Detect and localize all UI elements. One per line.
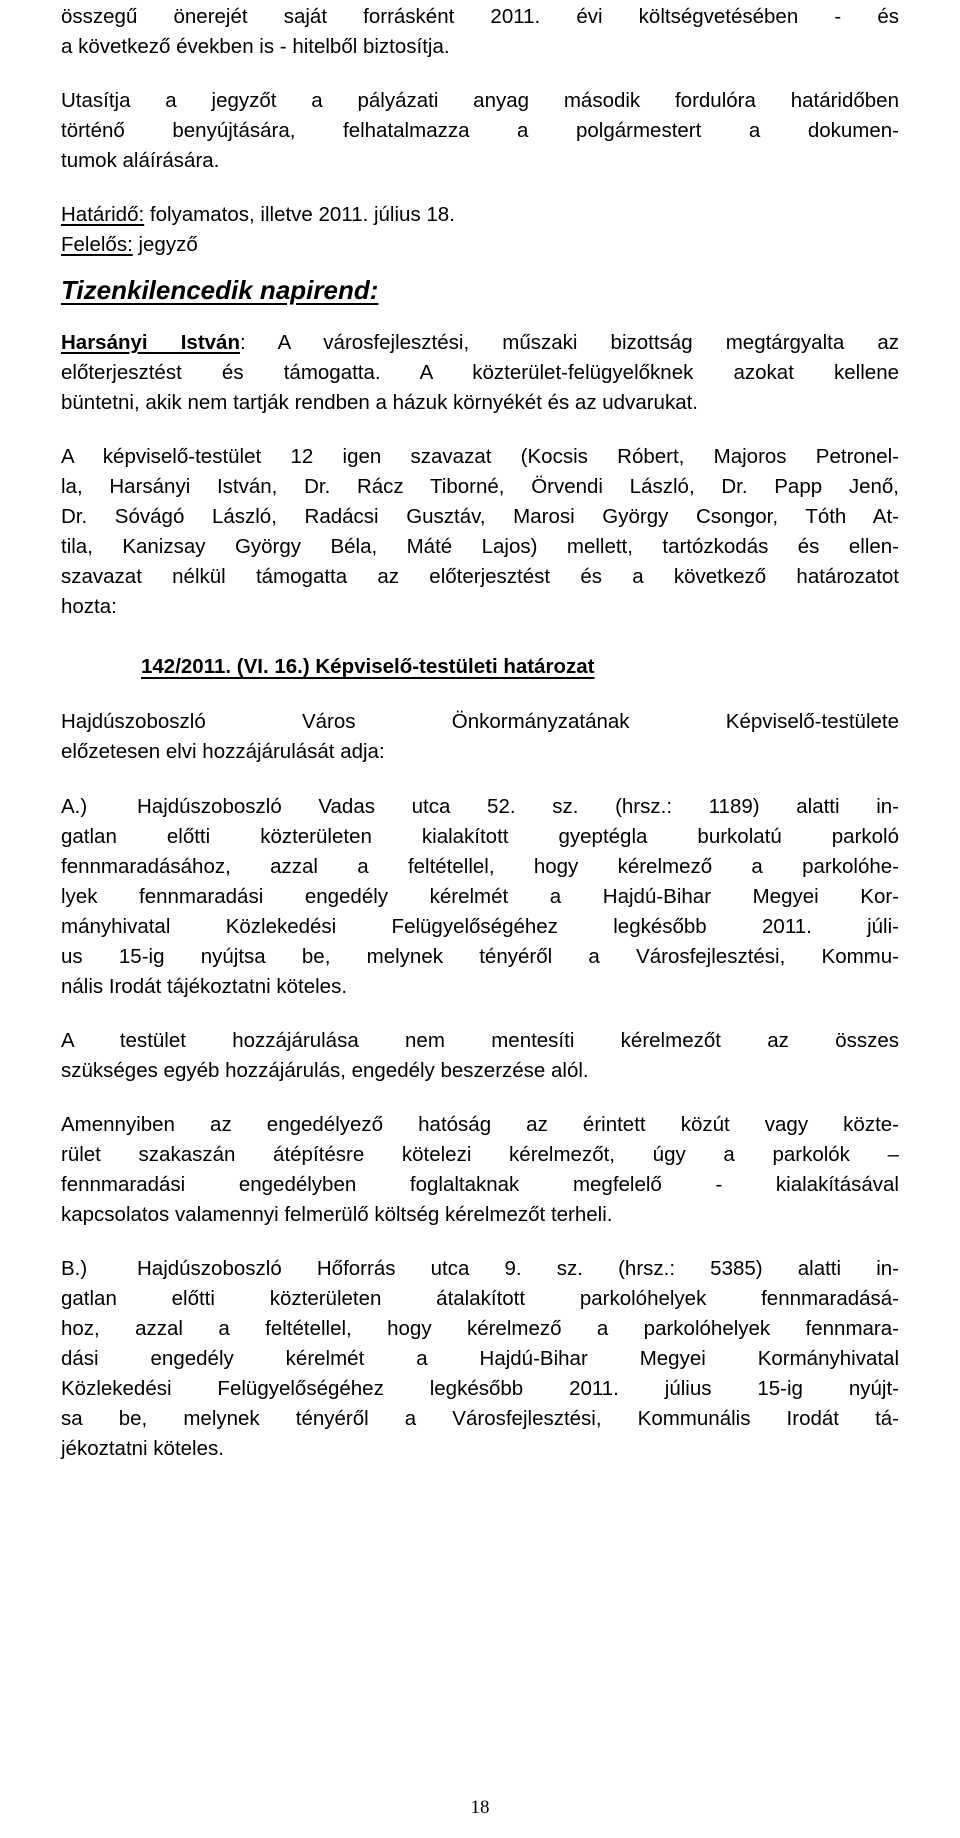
resolution-title: 142/2011. (VI. 16.) Képviselő-testületi határozat	[141, 655, 595, 678]
text-line: előterjesztést és támogatta. A közterület-felügyelőknek azokat kellene	[61, 361, 899, 384]
item-a-marker: A.)	[61, 795, 88, 818]
speaker-name: Harsányi István	[61, 331, 240, 354]
document-page	[61, 0, 899, 1464]
text-line: kapcsolatos valamennyi felmerülő költség kérelmezőt terheli.	[61, 1203, 613, 1226]
text-line: gatlan előtti közterületen kialakított gyeptégla burkolatú parkoló	[61, 825, 899, 848]
text-line: tumok aláírására.	[61, 149, 220, 172]
vote-paragraph	[61, 442, 899, 622]
text-line: us 15-ig nyújtsa be, melynek tényéről a Városfejlesztési, Kommu-	[61, 945, 899, 968]
text-line: A testület hozzájárulása nem mentesíti kérelmezőt az összes	[61, 1029, 899, 1052]
text-line: la, Harsányi István, Dr. Rácz Tiborné, Örvendi László, Dr. Papp Jenő,	[61, 475, 899, 498]
text-line: fennmaradási engedélyben foglaltaknak megfelelő - kialakításával	[61, 1173, 899, 1196]
text-line: Hajdúszoboszló Város Önkormányzatának Képviselő-testülete	[61, 710, 899, 733]
exemption-paragraph	[61, 1026, 899, 1086]
text-line: dási engedély kérelmét a Hajdú-Bihar Megyei Kormányhivatal	[61, 1347, 899, 1370]
text-line: jékoztatni köteles.	[61, 1437, 224, 1460]
item-a-first-line	[61, 792, 899, 822]
speaker-colon: :	[239, 331, 246, 354]
intro-paragraph	[61, 2, 899, 62]
text-line: nális Irodát tájékoztatni köteles.	[61, 975, 348, 998]
text-line: mányhivatal Közlekedési Felügyelőségéhez legkésőbb 2011. júli-	[61, 915, 899, 938]
text-line: rület szakaszán átépítésre kötelezi kérelmezőt, úgy a parkolók –	[61, 1143, 899, 1166]
responsible-line	[61, 230, 899, 260]
item-a-first-text: Hajdúszoboszló Vadas utca 52. sz. (hrsz.: 1189) alatti in-	[137, 795, 899, 818]
text-line: szavazat nélkül támogatta az előterjesztést és a következő határozatot	[61, 565, 899, 588]
text-line: gatlan előtti közterületen átalakított parkolóhelyek fennmaradásá-	[61, 1287, 899, 1310]
item-b	[61, 1254, 899, 1464]
text-line: Dr. Sóvágó László, Radácsi Gusztáv, Marosi György Csongor, Tóth At-	[61, 505, 899, 528]
text-line: hozta:	[61, 595, 117, 618]
item-b-first-text: Hajdúszoboszló Hőforrás utca 9. sz. (hrsz.: 5385) alatti in-	[137, 1257, 899, 1280]
text-line: Utasítja a jegyzőt a pályázati anyag második fordulóra határidőben	[61, 89, 899, 112]
agenda-heading: Tizenkilencedik napirend:	[61, 275, 379, 305]
text-line: történő benyújtására, felhatalmazza a polgármestert a dokumen-	[61, 119, 899, 142]
responsible-value: jegyző	[132, 233, 198, 256]
text-line: A képviselő-testület 12 igen szavazat (Kocsis Róbert, Majoros Petronel-	[61, 445, 899, 468]
text-line: sa be, melynek tényéről a Városfejlesztési, Kommunális Irodát tá-	[61, 1407, 899, 1430]
speaker-text: A városfejlesztési, műszaki bizottság megtárgyalta az	[245, 331, 899, 354]
item-b-first-line	[61, 1254, 899, 1284]
text-line: tila, Kanizsay György Béla, Máté Lajos) mellett, tartózkodás és ellen-	[61, 535, 899, 558]
page-number: 18	[470, 1797, 490, 1818]
text-line: hoz, azzal a feltétellel, hogy kérelmező a parkolóhelyek fennmara-	[61, 1317, 899, 1340]
item-a	[61, 792, 899, 1002]
responsible-label: Felelős:	[61, 233, 133, 256]
council-paragraph	[61, 707, 899, 767]
instruction-paragraph	[61, 86, 899, 176]
speaker-first-line	[61, 328, 899, 358]
costs-paragraph	[61, 1110, 899, 1230]
text-line: lyek fennmaradási engedély kérelmét a Hajdú-Bihar Megyei Kor-	[61, 885, 899, 908]
deadline-label: Határidő:	[61, 203, 145, 226]
text-line: büntetni, akik nem tartják rendben a házuk környékét és az udvarukat.	[61, 391, 699, 414]
text-line: Amennyiben az engedélyező hatóság az érintett közút vagy közte-	[61, 1113, 899, 1136]
text-line: szükséges egyéb hozzájárulás, engedély beszerzése alól.	[61, 1059, 589, 1082]
text-line: a következő években is - hitelből biztosítja.	[61, 35, 450, 58]
text-line: fennmaradásához, azzal a feltétellel, hogy kérelmező a parkolóhe-	[61, 855, 899, 878]
text-line: összegű önerejét saját forrásként 2011. évi költségvetésében - és	[61, 5, 899, 28]
speaker-paragraph	[61, 328, 899, 418]
text-line: Közlekedési Felügyelőségéhez legkésőbb 2011. július 15-ig nyújt-	[61, 1377, 899, 1400]
text-line: előzetesen elvi hozzájárulását adja:	[61, 740, 385, 763]
deadline-line	[61, 200, 899, 230]
deadline-value: folyamatos, illetve 2011. július 18.	[144, 203, 455, 226]
item-b-marker: B.)	[61, 1257, 88, 1280]
